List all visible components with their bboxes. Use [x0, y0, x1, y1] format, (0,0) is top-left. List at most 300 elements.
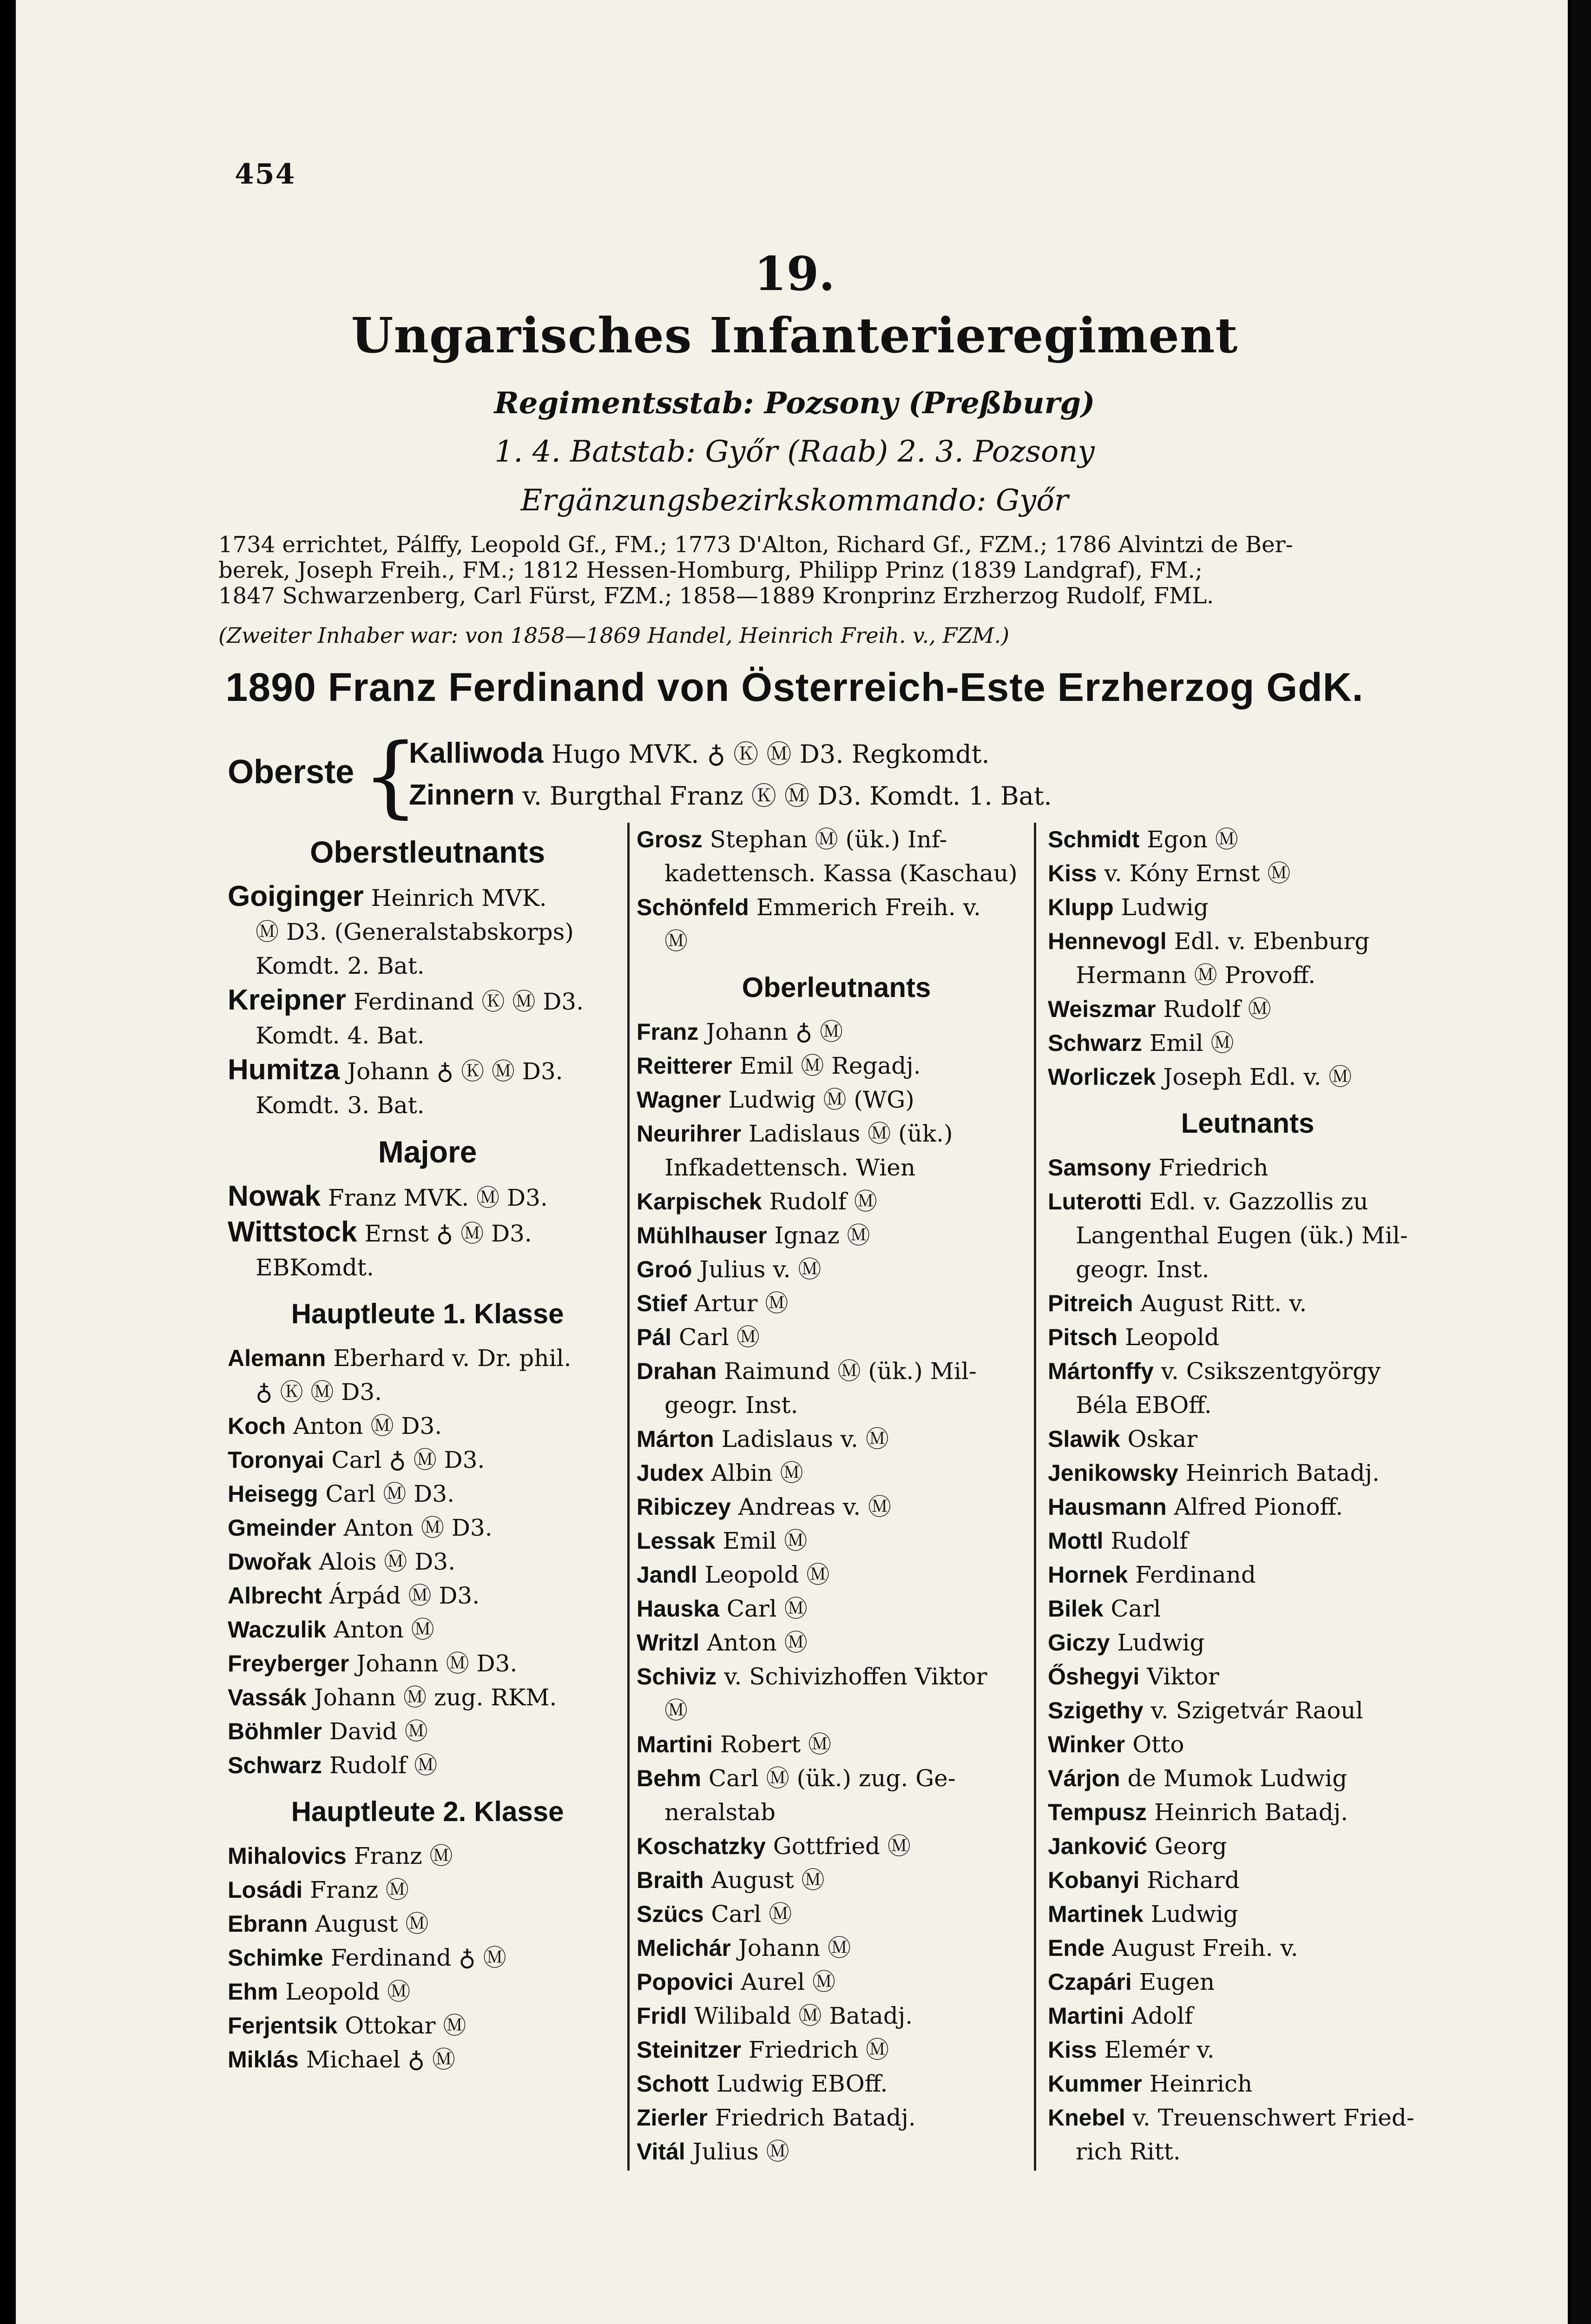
officer-surname: Klupp [1048, 894, 1114, 920]
officer-details: Otto [1132, 1731, 1184, 1758]
history-line: 1847 Schwarzenberg, Carl Fürst, FZM.; 1858—1889 Kronprinz Erzherzog Rudolf, FML. [218, 583, 1214, 609]
roster-entry [228, 1477, 627, 1511]
history-line: berek, Joseph Freih., FM.; 1812 Hessen-Homburg, Philipp Prinz (1839 Landgraf), FM.; [218, 557, 1203, 583]
officer-surname: Tempusz [1048, 1799, 1147, 1825]
officer-surname: Kiss [1048, 860, 1097, 886]
roster-entry [637, 1897, 1036, 1931]
roster-entry-continuation: Ⓜ [664, 928, 688, 955]
officer-details: Leopold [1124, 1324, 1219, 1351]
officer-surname: Nowak [228, 1180, 321, 1212]
officer-surname: Steinitzer [637, 2037, 742, 2063]
second-inhaber: (Zweiter Inhaber war: von 1858—1869 Handel, Heinrich Freih. v., FZM.) [218, 623, 1010, 648]
roster-entry [1048, 1762, 1447, 1796]
roster-entry [1048, 1660, 1447, 1694]
officer-details: v. Szigetvár Raoul [1151, 1697, 1363, 1724]
roster-entry [228, 1907, 627, 1941]
roster-entry-continuation: geogr. Inst. [664, 1392, 798, 1419]
roster-entry [637, 1219, 1036, 1253]
roster-entry [228, 1443, 627, 1477]
officer-surname: Hennevogl [1048, 928, 1167, 954]
officer-details: Joseph Edl. v. Ⓜ [1163, 1063, 1352, 1090]
roster-entry [228, 2009, 627, 2043]
roster-entry [1048, 1320, 1447, 1354]
roster-entry [637, 2067, 1036, 2101]
column-2 [637, 823, 1036, 2169]
officer-details: Heinrich [1149, 2070, 1253, 2097]
officer-surname: Neurihrer [637, 1121, 742, 1147]
officer-surname: Losádi [228, 1877, 303, 1903]
roster-entry-continuation: Komdt. 3. Bat. [256, 1092, 425, 1119]
regimentsstab: Regimentsstab: Pozsony (Preßburg) [494, 386, 1095, 421]
officer-details: Ernst ♁ Ⓜ D3. [364, 1220, 532, 1247]
officer-details: Richard [1147, 1867, 1240, 1894]
roster-entry [228, 1941, 627, 1975]
roster-entry [1048, 924, 1447, 958]
officer-details: Alfred Pionoff. [1174, 1493, 1343, 1520]
officer-surname: Franz [637, 1019, 699, 1045]
officer-details: Gottfried Ⓜ [773, 1833, 911, 1860]
officer-surname: Böhmler [228, 1718, 322, 1744]
roster-entry [228, 2043, 627, 2077]
officer-details: Carl Ⓜ [711, 1901, 792, 1928]
roster-entry [228, 1545, 627, 1579]
roster-entry [637, 1931, 1036, 1965]
roster-entry [637, 1829, 1036, 1863]
officer-details: Ignaz Ⓜ [774, 1222, 870, 1249]
roster-entry [1048, 1524, 1447, 1558]
roster-entry [637, 1253, 1036, 1287]
officer-details: Albin Ⓜ [711, 1459, 803, 1486]
officer-details: Friedrich [1158, 1154, 1269, 1181]
roster-entry [228, 1613, 627, 1647]
officer-surname: Jandl [637, 1562, 697, 1588]
roster-entry [637, 1863, 1036, 1897]
officer-details: de Mumok Ludwig [1127, 1765, 1348, 1792]
roster-entry [637, 1015, 1036, 1049]
roster-entry [1048, 1931, 1447, 1965]
officer-surname: Braith [637, 1867, 704, 1893]
roster-entry [228, 1681, 627, 1715]
officer-surname: Jenikowsky [1048, 1460, 1178, 1486]
roster-entry [228, 1975, 627, 2009]
roster-entry-continuation: ♁ Ⓚ Ⓜ D3. [256, 1379, 382, 1406]
roster-entry [1048, 1796, 1447, 1829]
officer-details: v. Schivizhoffen Viktor [724, 1663, 987, 1690]
officer-details: Edl. v. Gazzollis zu [1149, 1188, 1368, 1215]
officer-surname: Drahan [637, 1358, 717, 1384]
officer-details: Ludwig Ⓜ (WG) [728, 1086, 914, 1113]
officer-details: Ludwig [1121, 894, 1209, 921]
officer-details: Franz MVK. Ⓜ D3. [328, 1184, 548, 1211]
roster-entry [1048, 1060, 1447, 1094]
roster-entry [637, 1558, 1036, 1592]
officer-surname: Vitál [637, 2139, 685, 2165]
officer-surname: Humitza [228, 1054, 340, 1086]
officer-details: Heinrich Batadj. [1154, 1799, 1348, 1826]
roster-entry [1048, 1354, 1447, 1388]
officer-details: Rudolf Ⓜ [769, 1188, 877, 1215]
roster-entry [637, 1965, 1036, 1999]
roster-entry [637, 1524, 1036, 1558]
officer-surname: Groó [637, 1256, 692, 1282]
officer-details: Eberhard v. Dr. phil. [333, 1345, 572, 1372]
roster-entry [1048, 891, 1447, 924]
officer-details: Rudolf [1111, 1527, 1188, 1554]
officer-details: Viktor [1147, 1663, 1219, 1690]
officer-surname: Mühlhauser [637, 1222, 767, 1248]
officer-details: David Ⓜ [329, 1718, 428, 1745]
roster-entry [637, 1320, 1036, 1354]
roster-entry [637, 1592, 1036, 1626]
officer-details: Ludwig EBOff. [716, 2070, 888, 2097]
officer-surname: Lessak [637, 1528, 716, 1554]
officer-details: Carl [1111, 1595, 1161, 1622]
roster-entry-continuation: Ⓜ [664, 1697, 688, 1724]
roster-entry [637, 1185, 1036, 1219]
officer-details: Johann Ⓜ zug. RKM. [314, 1684, 557, 1711]
officer-surname: Winker [1048, 1731, 1125, 1757]
roster-entry [637, 1490, 1036, 1524]
officer-surname: Knebel [1048, 2105, 1125, 2131]
roster-entry [637, 1456, 1036, 1490]
roster-entry-continuation: geogr. Inst. [1076, 1256, 1210, 1283]
roster-entry [228, 1715, 627, 1749]
officer-surname: Kobanyi [1048, 1867, 1140, 1893]
officer-surname: Waczulik [228, 1617, 327, 1643]
roster-entry-continuation: EBKomdt. [256, 1254, 374, 1281]
roster-entry [228, 1409, 627, 1443]
officer-details: Johann ♁ Ⓚ Ⓜ D3. [347, 1058, 563, 1085]
roster-entry [637, 1287, 1036, 1320]
officer-details: Rudolf Ⓜ [329, 1752, 438, 1779]
roster-entry [228, 1749, 627, 1783]
officer-details: Carl Ⓜ [678, 1324, 760, 1351]
officer-details: Ferdinand Ⓚ Ⓜ D3. [353, 988, 584, 1015]
officer-details: Georg [1154, 1833, 1227, 1860]
brace: { [362, 725, 419, 827]
roster-entry-continuation: Hermann Ⓜ Provoff. [1076, 962, 1316, 989]
officer-surname: Őshegyi [1048, 1664, 1140, 1690]
officer-surname: Janković [1048, 1833, 1148, 1859]
section-heading: Oberstleutnants [309, 835, 546, 869]
officer-surname: Kiss [1048, 2037, 1097, 2063]
roster-entry [1048, 1185, 1447, 1219]
officer-surname: Martinek [1048, 1901, 1144, 1927]
officer-surname: Worliczek [1048, 1064, 1156, 1090]
officer-surname: Márton [637, 1426, 714, 1452]
officer-details: Ladislaus Ⓜ (ük.) [748, 1120, 953, 1147]
officer-details: Friedrich Ⓜ [748, 2036, 889, 2063]
roster-entry [1048, 1422, 1447, 1456]
officer-details: Oskar [1127, 1426, 1198, 1452]
officer-surname: Ende [1048, 1935, 1105, 1961]
regiment-title: Ungarisches Infanterieregiment [351, 307, 1238, 364]
officer-surname: Karpischek [637, 1188, 762, 1215]
officer-details: v. Kóny Ernst Ⓜ [1104, 860, 1291, 887]
officer-surname: Hausmann [1048, 1494, 1167, 1520]
officer-surname: Wagner [637, 1087, 721, 1113]
officer-details: v. Csikszentgyörgy [1161, 1358, 1381, 1385]
roster-entry-continuation: neralstab [664, 1799, 776, 1826]
officer-details: Carl Ⓜ [726, 1595, 808, 1622]
officer-surname: Mártonffy [1048, 1358, 1154, 1384]
officer-details: Ottokar Ⓜ [345, 2012, 467, 2039]
roster-entry [637, 1049, 1036, 1083]
roster-entry [637, 1728, 1036, 1762]
roster-entry [1048, 1151, 1447, 1185]
column-3 [1048, 823, 1447, 2169]
roster-entry [1048, 1490, 1447, 1524]
officer-details: Emmerich Freih. v. [756, 894, 981, 921]
officer-details: Anton Ⓜ [334, 1616, 434, 1643]
officer-surname: Kreipner [228, 984, 346, 1016]
regiment-number: 19. [754, 246, 835, 301]
officer-surname: Kummer [1048, 2071, 1142, 2097]
officer-details: Andreas v. Ⓜ [738, 1493, 892, 1520]
roster-entry [1048, 1999, 1447, 2033]
oberste-label: Oberste [228, 753, 355, 791]
roster-entry [637, 1626, 1036, 1660]
scan-edge [1571, 0, 1591, 2324]
officer-details: Aurel Ⓜ [741, 1968, 835, 1995]
roster-entry-continuation: Komdt. 4. Bat. [256, 1022, 425, 1049]
officer-details: August Ⓜ [711, 1867, 825, 1894]
officer-details: August Ⓜ [315, 1910, 429, 1937]
officer-details: Michael ♁ Ⓜ [306, 2046, 455, 2073]
section-heading: Hauptleute 2. Klasse [291, 1796, 564, 1827]
roster-entry [1048, 1965, 1447, 1999]
officer-surname: Reitterer [637, 1053, 732, 1079]
roster-entry-continuation: Ⓜ D3. (Generalstabskorps) [256, 918, 574, 945]
officer-details: Franz Ⓜ [310, 1876, 409, 1903]
officer-surname: Pitsch [1048, 1324, 1118, 1350]
roster-entry [637, 2033, 1036, 2067]
page-number: 454 [235, 158, 296, 191]
officer-surname: Writzl [637, 1630, 700, 1656]
roster-entry [637, 1660, 1036, 1694]
officer-details: Heinrich MVK. [371, 885, 547, 911]
roster-entry [1048, 1626, 1447, 1660]
officer-surname: Miklás [228, 2047, 299, 2073]
roster-entry-continuation: Béla EBOff. [1076, 1392, 1212, 1419]
officer-details: Anton Ⓜ D3. [293, 1413, 442, 1439]
officer-surname: Martini [1048, 2003, 1124, 2029]
officer-details: Wilibald Ⓜ Batadj. [694, 2002, 913, 2029]
officer-details: Stephan Ⓜ (ük.) Inf- [710, 826, 947, 853]
officer-surname: Schwarz [1048, 1030, 1142, 1056]
officer-details: Edl. v. Ebenburg [1174, 928, 1370, 955]
officer-details: Johann Ⓜ D3. [356, 1650, 518, 1677]
officer-details: Raimund Ⓜ (ük.) Mil- [724, 1358, 977, 1385]
officer-details: Leopold Ⓜ [704, 1561, 830, 1588]
section-heading: Leutnants [1181, 1108, 1315, 1139]
officer-details: Carl ♁ Ⓜ D3. [331, 1446, 485, 1473]
roster-entry [228, 983, 627, 1019]
roster-entry [637, 2101, 1036, 2135]
roster-entry [1048, 857, 1447, 891]
officer-details: Carl Ⓜ D3. [325, 1480, 454, 1507]
roster-entry-continuation: Langenthal Eugen (ük.) Mil- [1076, 1222, 1408, 1249]
roster-entry-continuation: Komdt. 2. Bat. [256, 952, 425, 979]
officer-details: Eugen [1139, 1968, 1215, 1995]
officer-surname: Ebrann [228, 1911, 308, 1937]
officer-surname: Hornek [1048, 1562, 1128, 1588]
officer-surname: Freyberger [228, 1651, 349, 1677]
officer-details: Alois Ⓜ D3. [319, 1548, 455, 1575]
officer-surname: Ehm [228, 1979, 278, 2005]
officer-details: Ludwig [1117, 1629, 1205, 1656]
roster-entry [228, 1579, 627, 1613]
officer-details: Robert Ⓜ [720, 1731, 832, 1758]
section-heading: Majore [378, 1135, 477, 1169]
officer-surname: Goiginger [228, 880, 364, 912]
officer-details: Anton Ⓜ [707, 1629, 808, 1656]
roster-entry [1048, 823, 1447, 857]
roster-entry [228, 1215, 627, 1251]
officer-details: Franz Ⓜ [354, 1842, 453, 1869]
oberst-entry [409, 776, 1052, 812]
officer-surname: Zierler [637, 2105, 708, 2131]
roster-entry [637, 1354, 1036, 1388]
officer-surname: Behm [637, 1765, 701, 1791]
officer-details: v. Treuenschwert Fried- [1132, 2104, 1414, 2131]
officer-surname: Grosz [637, 826, 703, 852]
officer-surname: Giczy [1048, 1630, 1110, 1656]
roster-entry [228, 1341, 627, 1375]
officer-surname: Koschatzky [637, 1833, 766, 1859]
officer-surname: Samsony [1048, 1155, 1151, 1181]
officer-details: Ferdinand [1135, 1561, 1256, 1588]
officer-surname: Pál [637, 1324, 672, 1350]
officer-details: Carl Ⓜ (ük.) zug. Ge- [708, 1765, 956, 1792]
officer-details: Julius Ⓜ [692, 2138, 789, 2165]
officer-details: Adolf [1131, 2002, 1193, 2029]
officer-surname: Koch [228, 1413, 286, 1439]
officer-surname: Pitreich [1048, 1290, 1133, 1316]
officer-surname: Szigethy [1048, 1697, 1144, 1723]
officer-details: Heinrich Batadj. [1185, 1459, 1380, 1486]
roster-entry-continuation: rich Ritt. [1076, 2138, 1181, 2165]
officer-surname: Weiszmar [1048, 996, 1156, 1022]
section-heading: Oberleutnants [742, 972, 931, 1003]
oberst-entry [409, 734, 990, 770]
roster-entry-continuation: kadettensch. Kassa (Kaschau) [664, 860, 1018, 887]
officer-surname: Albrecht [228, 1583, 322, 1609]
officer-details: Elemér v. [1104, 2036, 1215, 2063]
roster-entry [637, 1999, 1036, 2033]
officer-surname: Stief [637, 1290, 687, 1316]
officer-surname: Schwarz [228, 1752, 322, 1778]
roster-entry [228, 879, 627, 915]
officer-surname: Popovici [637, 1969, 734, 1995]
roster-entry [637, 1762, 1036, 1796]
officer-details: Emil Ⓜ [723, 1527, 808, 1554]
roster-entry [637, 823, 1036, 857]
officer-surname: Alemann [228, 1345, 326, 1371]
officer-surname: Mottl [1048, 1528, 1104, 1554]
history-line: 1734 errichtet, Pálffy, Leopold Gf., FM.; 1773 D'Alton, Richard Gf., FZM.; 1786 Alvintzi de Ber- [218, 532, 1293, 558]
officer-surname: Schimke [228, 1945, 323, 1971]
column-divider [627, 823, 630, 2171]
officer-details: August Ritt. v. [1140, 1290, 1307, 1317]
roster-entry [1048, 1456, 1447, 1490]
officer-details: Árpád Ⓜ D3. [329, 1582, 480, 1609]
officer-surname: Fridl [637, 2003, 687, 2029]
roster-entry [228, 1511, 627, 1545]
officer-details: Johann Ⓜ [738, 1934, 851, 1961]
officer-surname: Várjon [1048, 1765, 1120, 1791]
roster-entry [1048, 1897, 1447, 1931]
officer-surname: Schönfeld [637, 894, 749, 920]
roster-entry [228, 1179, 627, 1215]
roster-entry [1048, 1592, 1447, 1626]
roster-entry [637, 1083, 1036, 1117]
officer-surname: Judex [637, 1460, 704, 1486]
officer-details: Artur Ⓜ [694, 1290, 789, 1317]
roster-entry [1048, 1728, 1447, 1762]
officer-surname: Szücs [637, 1901, 704, 1927]
officer-surname: Ribiczey [637, 1494, 731, 1520]
officer-details: Ladislaus v. Ⓜ [721, 1426, 889, 1452]
roster-entry [1048, 1287, 1447, 1320]
roster-entry [228, 1053, 627, 1089]
oberst-details: v. Burgthal Franz Ⓚ Ⓜ D3. Komdt. 1. Bat. [514, 781, 1052, 811]
batstab: 1. 4. Batstab: Győr (Raab) 2. 3. Pozsony [494, 435, 1095, 469]
roster-entry [228, 1873, 627, 1907]
officer-details: Julius v. Ⓜ [699, 1256, 822, 1283]
officer-surname: Bilek [1048, 1596, 1104, 1622]
officer-details: August Freih. v. [1112, 1934, 1298, 1961]
officer-details: Rudolf Ⓜ [1163, 996, 1271, 1023]
officer-surname: Ferjentsik [228, 2013, 338, 2039]
column-1 [228, 823, 627, 2077]
officer-surname: Hauska [637, 1596, 719, 1622]
officer-surname: Melichár [637, 1935, 731, 1961]
officer-surname: Gmeinder [228, 1515, 336, 1541]
roster-entry [228, 1647, 627, 1681]
officer-surname: Martini [637, 1731, 713, 1757]
officer-details: Leopold Ⓜ [285, 1978, 411, 2005]
roster-entry [1048, 1694, 1447, 1728]
roster-entry [1048, 2101, 1447, 2135]
officer-details: Anton Ⓜ D3. [343, 1514, 493, 1541]
roster-entry-continuation: Infkadettensch. Wien [664, 1154, 916, 1181]
officer-surname: Luterotti [1048, 1188, 1142, 1215]
officer-details: Ferdinand ♁ Ⓜ [330, 1944, 506, 1971]
officer-surname: Czapári [1048, 1969, 1132, 1995]
roster-entry [1048, 2067, 1447, 2101]
roster-entry [1048, 1026, 1447, 1060]
officer-details: Johann ♁ Ⓜ [706, 1018, 843, 1045]
officer-details: Ludwig [1151, 1901, 1238, 1928]
ergaenzungsbezirk: Ergänzungsbezirkskommando: Győr [520, 483, 1069, 518]
oberst-name: Zinnern [409, 779, 515, 811]
officer-surname: Mihalovics [228, 1843, 347, 1869]
regiment-history [218, 532, 1436, 609]
officer-surname: Slawik [1048, 1426, 1120, 1452]
officer-details: Emil Ⓜ [1149, 1030, 1234, 1056]
roster-entry [1048, 1558, 1447, 1592]
officer-surname: Vassák [228, 1684, 307, 1710]
officer-surname: Toronyai [228, 1447, 324, 1473]
inhaber-line: 1890 Franz Ferdinand von Österreich-Este Erzherzog GdK. [225, 665, 1364, 710]
roster-entry [1048, 1863, 1447, 1897]
oberst-name: Kalliwoda [409, 737, 544, 769]
roster-entry [637, 2135, 1036, 2169]
officer-details: Emil Ⓜ Regadj. [739, 1052, 921, 1079]
oberst-details: Hugo MVK. ♁ Ⓚ Ⓜ D3. Regkomdt. [551, 739, 990, 769]
officer-surname: Schott [637, 2071, 709, 2097]
